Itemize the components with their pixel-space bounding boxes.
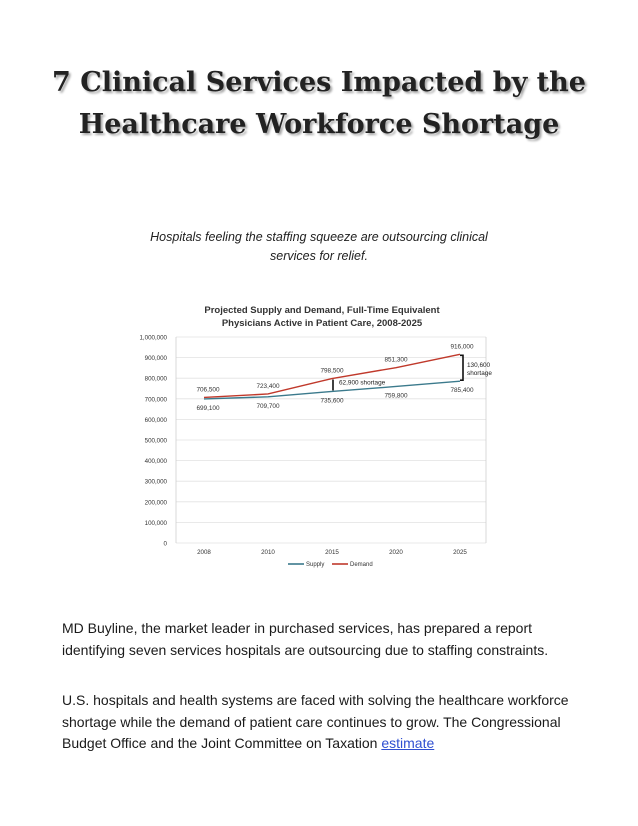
x-tick-label: 2020 <box>389 549 403 556</box>
legend-label-demand: Demand <box>350 562 373 568</box>
shortage-label-2025-line2: shortage <box>467 369 492 377</box>
chart-svg <box>118 296 494 570</box>
y-tick-label: 600,000 <box>144 416 167 424</box>
y-tick-label: 0 <box>163 540 167 548</box>
data-label-supply: 709,700 <box>256 402 280 410</box>
paragraph-md-buyline: MD Buyline, the market leader in purchased services, has prepared a report identifying seven services hospitals are outsourcing due to staffing constraints. <box>62 620 549 658</box>
data-label-supply: 759,800 <box>384 392 408 400</box>
supply-demand-chart <box>118 296 494 570</box>
y-tick-label: 900,000 <box>144 355 167 363</box>
x-tick-label: 2015 <box>325 549 339 556</box>
data-label-demand: 723,400 <box>256 382 280 390</box>
x-tick-label: 2010 <box>261 549 275 556</box>
data-label-supply: 785,400 <box>450 387 474 395</box>
x-tick-label: 2025 <box>453 549 467 556</box>
estimate-link[interactable]: estimate <box>381 735 435 751</box>
data-label-demand: 798,500 <box>320 367 344 375</box>
shortage-label-2015: 62,900 shortage <box>339 379 386 387</box>
y-tick-label: 200,000 <box>144 499 167 507</box>
x-tick-label: 2008 <box>197 549 211 556</box>
article-title: 7 Clinical Services Impacted by the Healthcare Workforce Shortage <box>52 67 586 140</box>
article-subtitle: Hospitals feeling the staffing squeeze are outsourcing clinical services for relief. <box>150 230 488 263</box>
y-tick-label: 300,000 <box>144 478 167 486</box>
y-tick-label: 800,000 <box>144 375 167 383</box>
data-label-demand: 706,500 <box>196 386 220 394</box>
shortage-label-2025: 130,600 <box>467 361 491 369</box>
data-label-demand: 916,000 <box>450 343 474 351</box>
y-tick-label: 400,000 <box>144 458 167 466</box>
data-label-demand: 851,300 <box>384 356 408 364</box>
data-label-supply: 735,600 <box>320 397 344 405</box>
y-tick-label: 100,000 <box>144 519 167 527</box>
paragraph-workforce <box>62 690 578 755</box>
y-tick-label: 1,000,000 <box>139 334 167 342</box>
data-label-supply: 699,100 <box>196 404 220 412</box>
paragraph-workforce-text: U.S. hospitals and health systems are faced with solving the healthcare workforce shortage while the demand of patient care continues to grow. The Congressional Budget Office and the Joint Committee on Taxation <box>62 692 569 751</box>
legend-label-supply: Supply <box>306 562 325 568</box>
y-tick-label: 700,000 <box>144 396 167 404</box>
chart-title-line-2: Physicians Active in Patient Care, 2008-2025 <box>221 318 423 329</box>
chart-title-line-1: Projected Supply and Demand, Full-Time Equivalent <box>204 305 440 316</box>
y-tick-label: 500,000 <box>144 437 167 445</box>
